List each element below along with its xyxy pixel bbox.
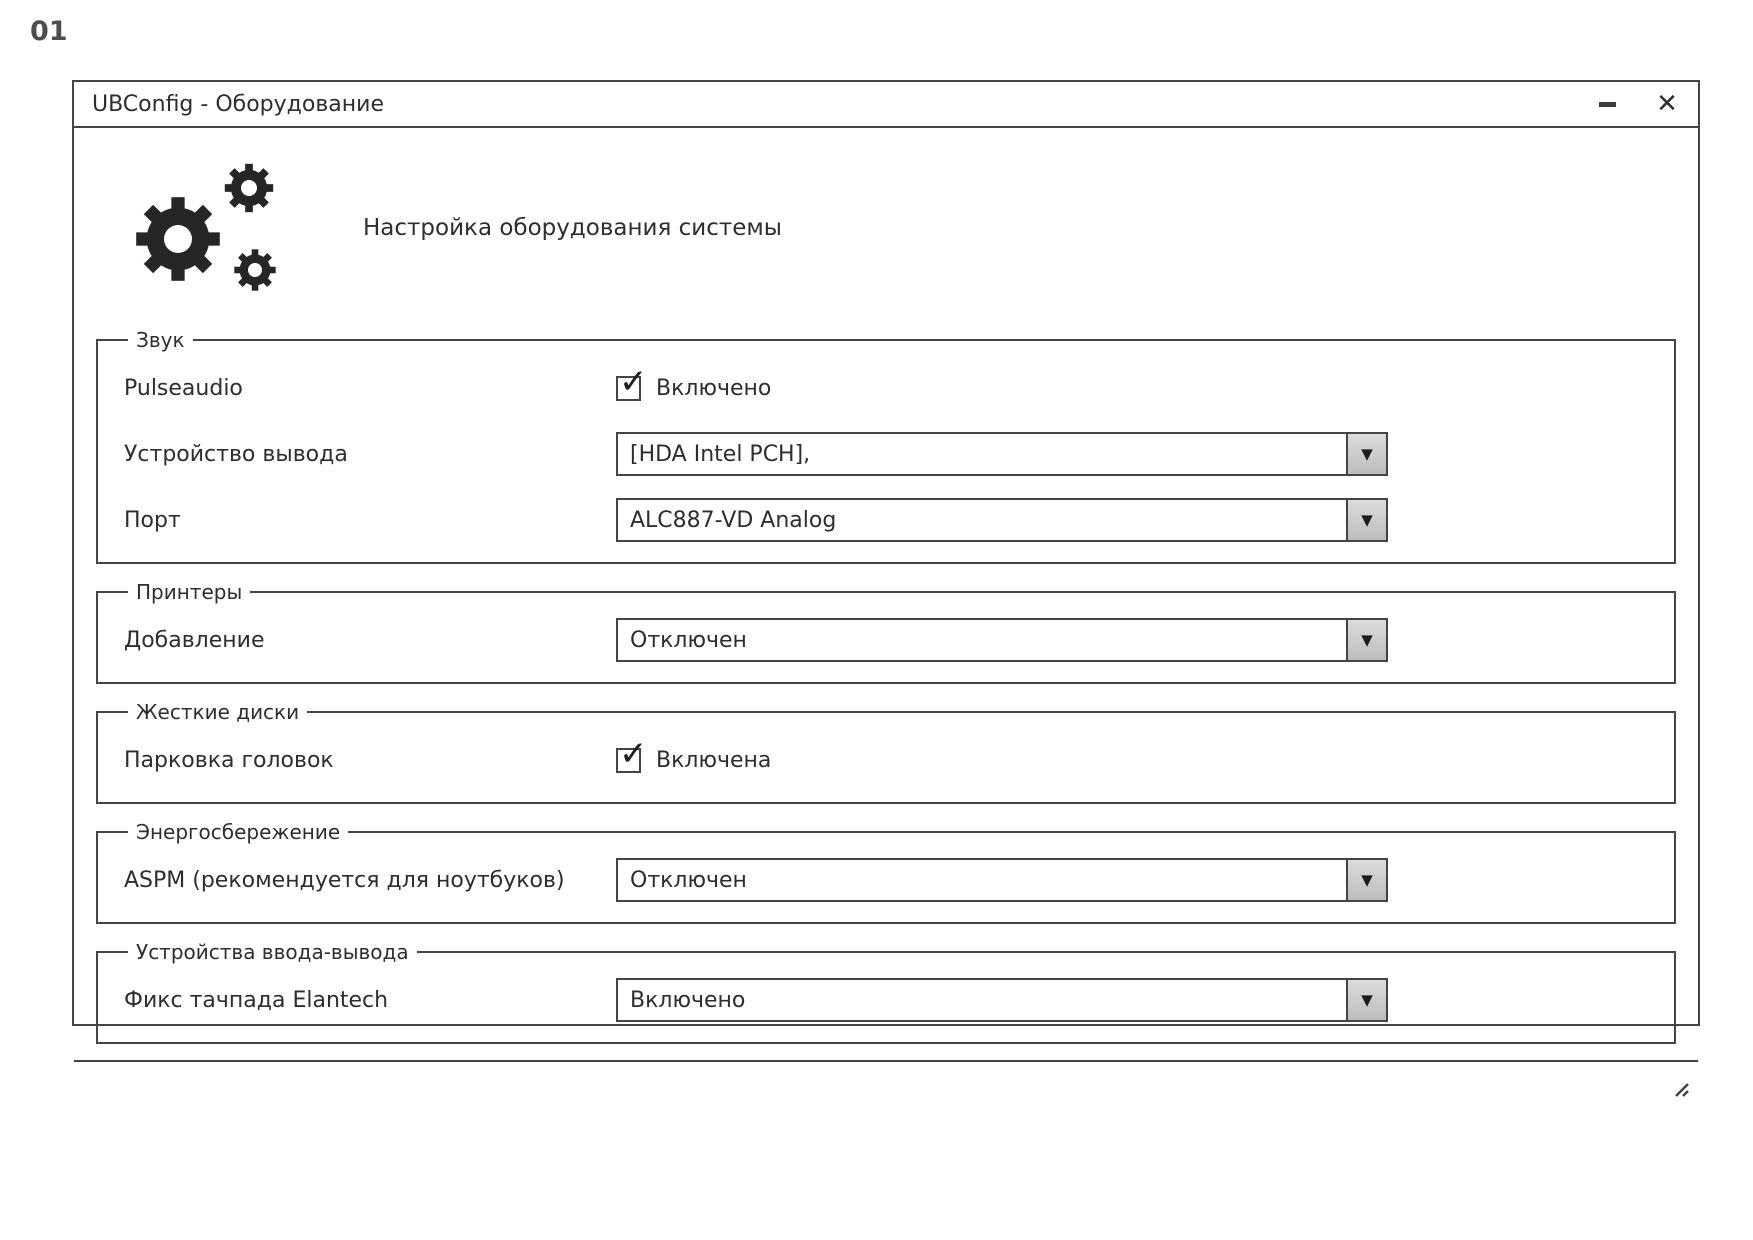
port-dropdown-button[interactable] [1346,500,1386,540]
pulseaudio-state-label: Включено [656,375,772,401]
port-row [124,498,1656,542]
group-power-saving-legend: Энергосбережение [136,820,341,844]
pulseaudio-label: Pulseaudio [124,375,243,401]
slide-number: 01 [30,16,68,47]
printers-adding-row [124,618,1656,662]
elantech-fix-value: Включено [630,987,746,1013]
aspm-label: ASPM (рекомендуется для ноутбуков) [124,867,565,893]
group-printers-legend: Принтеры [136,580,243,604]
head-parking-state-label: Включена [656,747,772,773]
group-hard-disks-rows [124,733,1656,782]
group-sound-rows [124,361,1656,542]
output-device-row [124,432,1656,476]
printers-adding-label: Добавление [124,627,265,653]
statusbar [74,1060,1698,1108]
chevron-down-icon: ▼ [1361,631,1373,649]
titlebar[interactable] [74,82,1698,128]
group-printers-rows [124,618,1656,662]
checkmark-icon: ✓ [619,733,648,774]
output-device-label: Устройство вывода [124,441,348,467]
printers-adding-combobox[interactable] [616,618,1388,662]
port-value: ALC887-VD Analog [630,507,837,533]
elantech-fix-row [124,978,1656,1022]
minimize-button[interactable] [1594,91,1620,117]
gears-icon [122,151,297,306]
group-io-devices-legend: Устройства ввода-вывода [136,940,409,964]
close-icon: ✕ [1656,89,1678,119]
output-device-value: [HDA Intel PCH], [630,441,811,467]
group-io-devices [96,940,1676,1044]
group-power-saving [96,820,1676,924]
elantech-fix-combobox[interactable] [616,978,1388,1022]
aspm-value: Отключен [630,867,747,893]
aspm-dropdown-button[interactable] [1346,860,1386,900]
close-button[interactable] [1654,91,1680,117]
head-parking-label: Парковка головок [124,747,334,773]
checkmark-icon: ✓ [619,361,648,402]
chevron-down-icon: ▼ [1361,991,1373,1009]
chevron-down-icon: ▼ [1361,871,1373,889]
group-sound [96,328,1676,564]
header-subtitle: Настройка оборудования системы [363,215,782,241]
window-controls [1594,91,1680,117]
head-parking-row [124,733,1656,782]
port-combobox[interactable] [616,498,1388,542]
aspm-row [124,858,1656,902]
group-hard-disks [96,700,1676,804]
aspm-combobox[interactable] [616,858,1388,902]
pulseaudio-checkbox-field [616,361,1656,402]
group-io-devices-rows [124,978,1656,1022]
output-device-combobox[interactable] [616,432,1388,476]
head-parking-checkbox-field [616,733,1656,774]
resize-grip-icon[interactable] [1664,1072,1690,1102]
elantech-fix-dropdown-button[interactable] [1346,980,1386,1020]
pulseaudio-row [124,361,1656,410]
minimize-icon [1599,102,1616,107]
port-label: Порт [124,507,181,533]
group-power-saving-rows [124,858,1656,902]
printers-adding-dropdown-button[interactable] [1346,620,1386,660]
pulseaudio-checkbox[interactable] [616,361,648,402]
app-header [96,128,1676,328]
group-sound-legend: Звук [136,328,185,352]
printers-adding-value: Отключен [630,627,747,653]
group-printers [96,580,1676,684]
ubconfig-window [72,80,1700,1026]
head-parking-checkbox[interactable] [616,733,648,774]
group-hard-disks-legend: Жесткие диски [136,700,300,724]
chevron-down-icon: ▼ [1361,445,1373,463]
window-title: UBConfig - Оборудование [92,91,384,117]
chevron-down-icon: ▼ [1361,511,1373,529]
output-device-dropdown-button[interactable] [1346,434,1386,474]
window-content [74,128,1698,1060]
elantech-fix-label: Фикс тачпада Elantech [124,987,389,1013]
